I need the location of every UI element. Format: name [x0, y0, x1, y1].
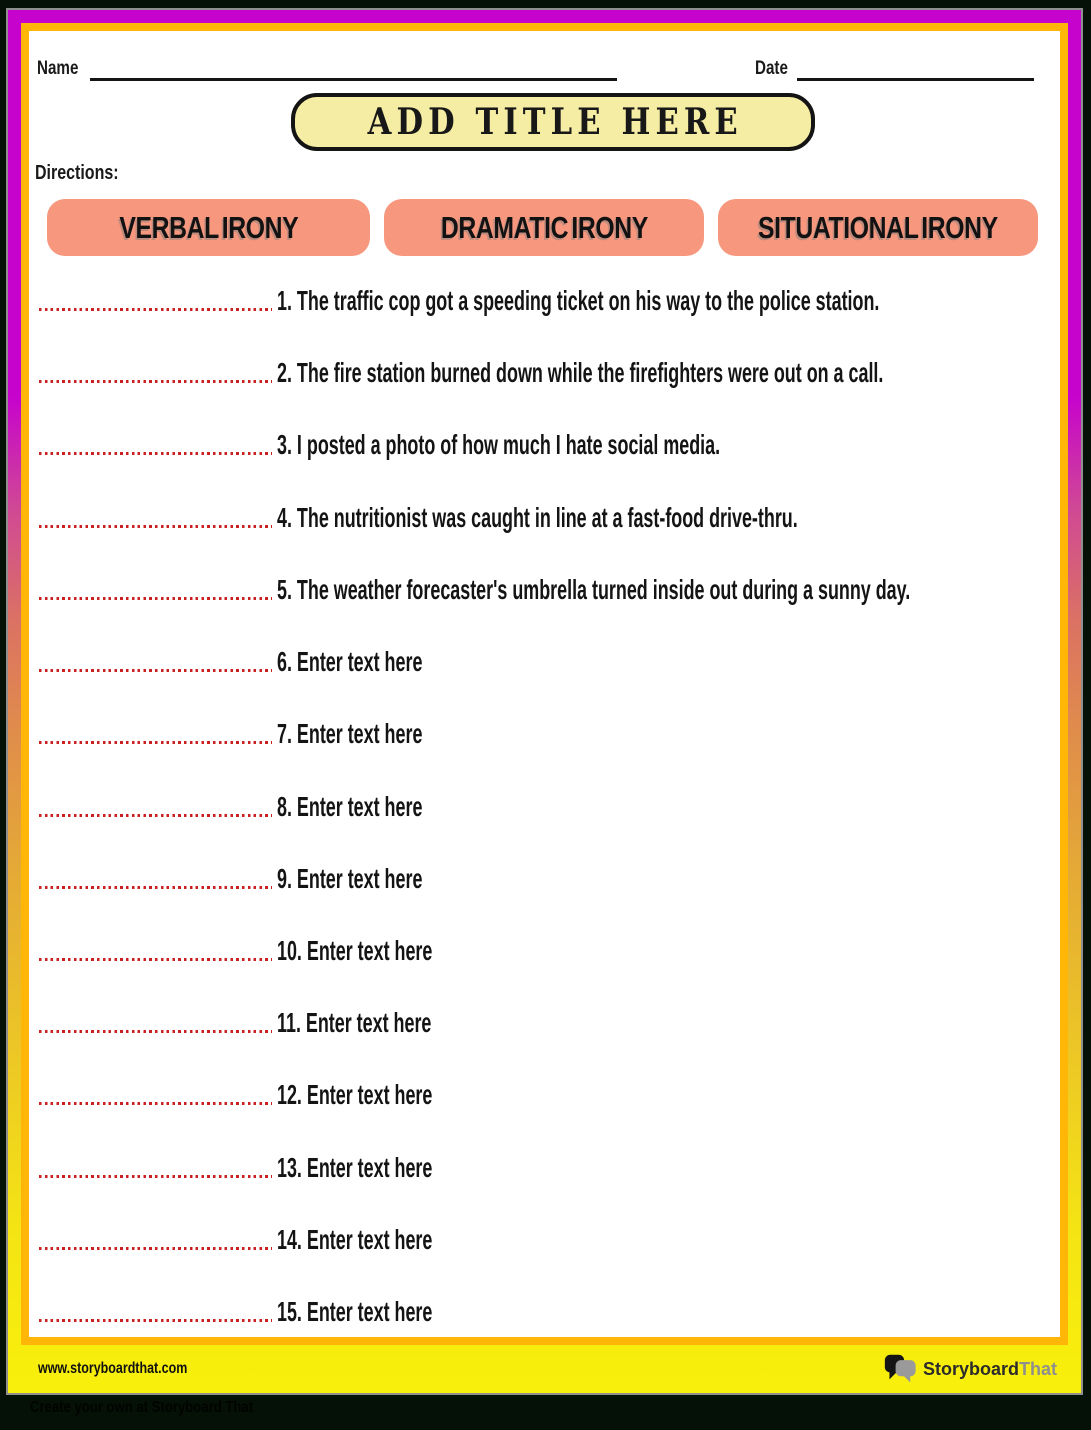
category-dramatic-irony[interactable] — [384, 199, 704, 256]
item-text[interactable]: 4. The nutritionist was caught in line at a fast-food drive-thru. — [277, 501, 798, 533]
item-text[interactable]: 2. The fire station burned down while the firefighters were out on a call. — [277, 356, 884, 388]
answer-blank[interactable] — [39, 1247, 272, 1250]
date-label: Date — [755, 58, 788, 79]
name-blank-line[interactable] — [90, 78, 617, 81]
answer-blank[interactable] — [39, 958, 272, 961]
worksheet-item — [39, 791, 504, 821]
answer-blank[interactable] — [39, 452, 272, 455]
website-url: www.storyboardthat.com — [38, 1360, 188, 1377]
worksheet-item — [39, 1079, 520, 1109]
storyboardthat-logo — [884, 1354, 1057, 1384]
answer-blank[interactable] — [39, 308, 272, 311]
item-text[interactable]: 5. The weather forecaster's umbrella turned inside out during a sunny day. — [277, 573, 911, 605]
worksheet-item — [39, 285, 1091, 315]
worksheet-item — [39, 1296, 520, 1326]
item-text[interactable]: 9. Enter text here — [277, 862, 423, 894]
answer-blank[interactable] — [39, 380, 272, 383]
logo-text — [923, 1359, 1057, 1380]
directions-label: Directions: — [35, 162, 119, 184]
title-box[interactable] — [291, 93, 815, 151]
item-text[interactable]: 3. I posted a photo of how much I hate social media. — [277, 428, 721, 460]
answer-blank[interactable] — [39, 886, 272, 889]
item-text[interactable]: 7. Enter text here — [277, 717, 423, 749]
category-verbal-irony[interactable] — [47, 199, 370, 256]
item-text[interactable]: 11. Enter text here — [277, 1006, 432, 1038]
worksheet-item — [39, 574, 1091, 604]
answer-blank[interactable] — [39, 1175, 272, 1178]
item-text[interactable]: 6. Enter text here — [277, 645, 423, 677]
worksheet-item — [39, 935, 520, 965]
worksheet-item — [39, 646, 504, 676]
answer-blank[interactable] — [39, 597, 272, 600]
category-label: SITUATIONAL IRONY — [758, 209, 998, 245]
category-label: VERBAL IRONY — [119, 209, 298, 245]
item-text[interactable]: 8. Enter text here — [277, 790, 423, 822]
answer-blank[interactable] — [39, 1319, 272, 1322]
name-label: Name — [37, 58, 79, 79]
create-your-own-watermark: Create your own at Storyboard That — [30, 1399, 254, 1416]
inner-orange-border — [21, 23, 1068, 1345]
worksheet-item — [39, 502, 1091, 532]
worksheet-content — [29, 31, 1060, 1337]
item-text[interactable]: 1. The traffic cop got a speeding ticket on his way to the police station. — [277, 284, 880, 316]
answer-blank[interactable] — [39, 669, 272, 672]
worksheet-card — [8, 10, 1081, 1393]
worksheet-item — [39, 718, 504, 748]
answer-blank[interactable] — [39, 814, 272, 817]
answer-blank[interactable] — [39, 1102, 272, 1105]
answer-blank[interactable] — [39, 525, 272, 528]
speech-bubbles-icon — [884, 1354, 918, 1384]
item-text[interactable]: 14. Enter text here — [277, 1223, 433, 1255]
answer-blank[interactable] — [39, 741, 272, 744]
logo-text-primary: Storyboard — [922, 1358, 1019, 1379]
worksheet-item — [39, 863, 504, 893]
worksheet-item — [39, 429, 969, 459]
worksheet-item — [39, 1224, 520, 1254]
worksheet-item — [39, 357, 1091, 387]
worksheet-item — [39, 1152, 520, 1182]
date-blank-line[interactable] — [797, 78, 1034, 81]
answer-blank[interactable] — [39, 1030, 272, 1033]
item-text[interactable]: 12. Enter text here — [277, 1078, 433, 1110]
item-text[interactable]: 15. Enter text here — [277, 1295, 433, 1327]
category-situational-irony[interactable] — [718, 199, 1038, 256]
worksheet-item — [39, 1007, 518, 1037]
worksheet-title: ADD TITLE HERE — [367, 101, 744, 143]
category-label: DRAMATIC IRONY — [440, 209, 648, 245]
footer-strip — [21, 1345, 1068, 1393]
item-text[interactable]: 13. Enter text here — [277, 1151, 433, 1183]
logo-text-secondary: That — [1019, 1358, 1057, 1379]
item-text[interactable]: 10. Enter text here — [277, 934, 433, 966]
